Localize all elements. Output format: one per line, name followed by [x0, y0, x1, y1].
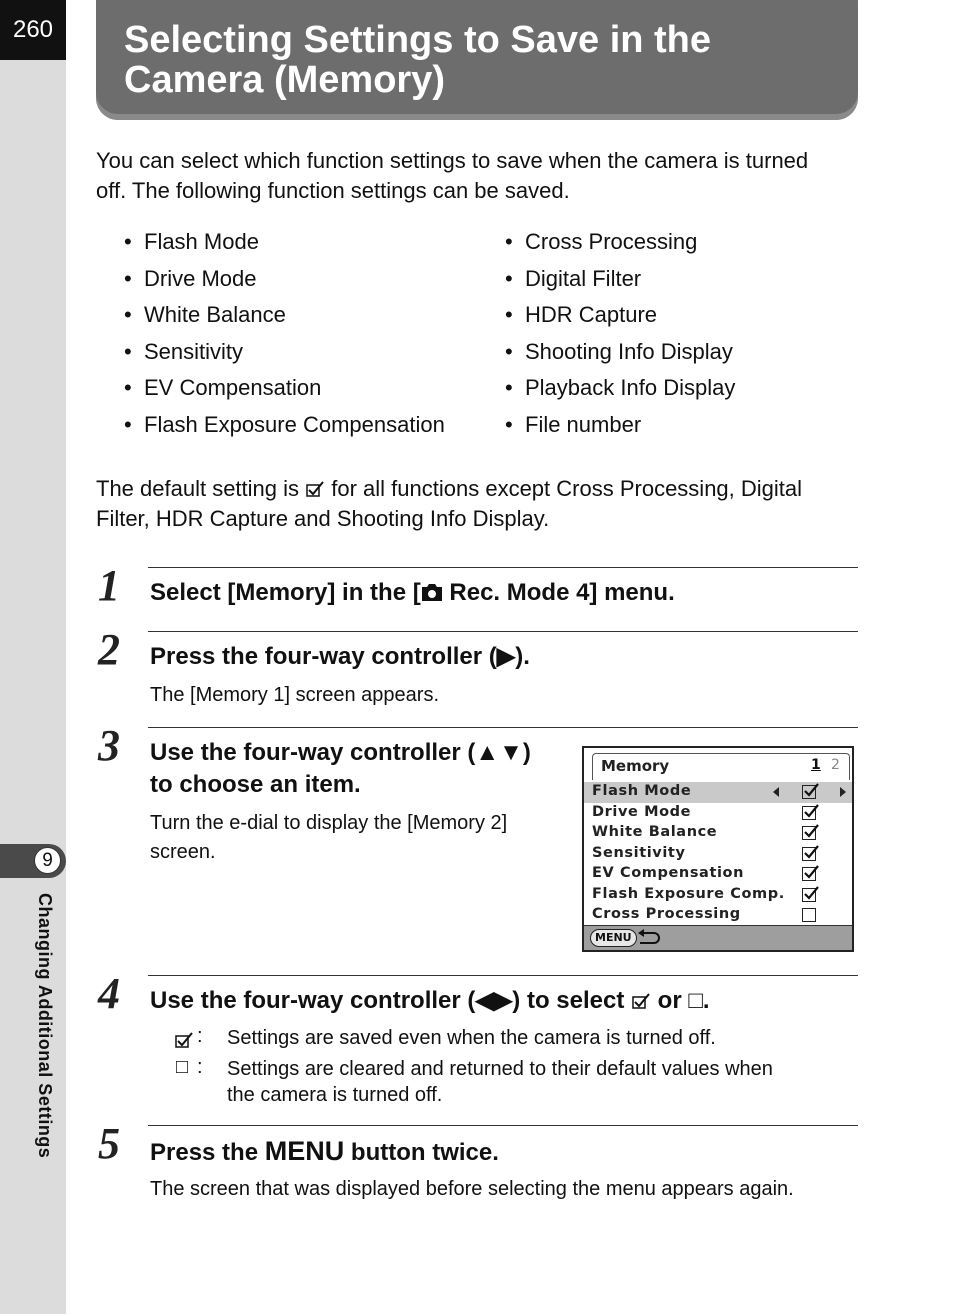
step-5-title [150, 1135, 499, 1169]
step-1-title-a: Select [Memory] in the [ [150, 579, 421, 606]
list-item: • Flash Mode [124, 224, 445, 261]
screen-row-label: Flash Mode [592, 783, 692, 799]
checkbox-checked-icon[interactable] [802, 826, 816, 840]
screen-row-label: White Balance [592, 824, 718, 840]
chapter-number: 9 [34, 847, 61, 874]
divider [148, 631, 858, 632]
list-item: • Playback Info Display [505, 370, 735, 407]
list-item: • Drive Mode [124, 261, 445, 298]
screen-row[interactable] [584, 905, 852, 926]
checkbox-checked-icon [305, 480, 325, 498]
left-arrow-icon [773, 787, 779, 797]
checkbox-checked-icon[interactable] [802, 785, 816, 799]
checkbox-checked-icon[interactable] [802, 806, 816, 820]
step-3-body-line-2: screen. [150, 841, 216, 863]
step-number-2: 2 [98, 625, 120, 674]
screen-row-selected[interactable] [584, 782, 852, 803]
legend-unchecked-text [227, 1056, 857, 1108]
step-3-title [150, 737, 531, 801]
legend-checked-text: Settings are saved even when the camera is turned off. [227, 1027, 716, 1049]
camera-memory-screen [582, 746, 854, 952]
screen-row-label: EV Compensation [592, 865, 745, 881]
divider [148, 727, 858, 728]
function-list-left [124, 224, 445, 444]
screen-row-label: Cross Processing [592, 906, 741, 922]
screen-row-label: Flash Exposure Comp. [592, 885, 785, 902]
checkbox-checked-icon [631, 992, 651, 1010]
screen-row[interactable] [584, 885, 852, 906]
step-1-title [150, 577, 675, 609]
checkbox-checked-icon[interactable] [802, 888, 816, 902]
screen-row[interactable] [584, 803, 852, 824]
screen-row[interactable] [584, 823, 852, 844]
default-note-line-2: Filter, HDR Capture and Shooting Info Display. [96, 506, 550, 531]
screen-page-1: 1 [811, 757, 821, 773]
legend-colon: : [197, 1025, 203, 1047]
intro-paragraph [96, 146, 866, 206]
step-4-title [150, 985, 710, 1017]
list-item: • Flash Exposure Compensation [124, 407, 445, 444]
legend-unchecked-symbol: □ [176, 1056, 189, 1078]
divider [148, 1125, 858, 1126]
camera-icon [421, 582, 443, 602]
screen-footer [584, 925, 852, 950]
screen-row-label: Drive Mode [592, 803, 692, 820]
step-3-body [150, 809, 507, 867]
step-5-title-a: Press the [150, 1139, 259, 1166]
step-3-title-line-2: to choose an item. [150, 771, 361, 798]
intro-line-2: off. The following function settings can be saved. [96, 178, 570, 203]
step-2-title: Press the four-way controller (▶). [150, 643, 530, 670]
screen-row-label: Sensitivity [592, 844, 686, 861]
legend-colon: : [197, 1056, 203, 1078]
default-note-before: The default setting is [96, 476, 300, 501]
screen-rows [584, 782, 852, 926]
list-item: • White Balance [124, 297, 445, 334]
list-item: • HDR Capture [505, 297, 735, 334]
legend-unchecked-line-1: Settings are cleared and returned to their default values when [227, 1058, 773, 1080]
list-item: • Digital Filter [505, 261, 735, 298]
checkbox-checked-icon[interactable] [802, 867, 816, 881]
legend-unchecked-line-2: the camera is turned off. [227, 1084, 443, 1106]
page-title [124, 20, 844, 100]
list-item: • Sensitivity [124, 334, 445, 371]
checkbox-checked-icon[interactable] [802, 847, 816, 861]
default-note-after: for all functions except Cross Processing, Digital [331, 476, 803, 501]
step-1-title-b: Rec. Mode 4] menu. [442, 579, 675, 606]
screen-row[interactable] [584, 844, 852, 865]
step-number-5: 5 [98, 1119, 120, 1168]
list-item: • Cross Processing [505, 224, 735, 261]
list-item: • Shooting Info Display [505, 334, 735, 371]
divider [148, 975, 858, 976]
sidebar [0, 0, 66, 1314]
step-5-body: The screen that was displayed before selecting the menu appears again. [150, 1178, 794, 1200]
divider [148, 567, 858, 568]
chapter-label: Changing Additional Settings [35, 893, 55, 1159]
menu-button-label: MENU [264, 1136, 345, 1166]
checkbox-checked-icon [174, 1031, 194, 1049]
list-item: • EV Compensation [124, 370, 445, 407]
back-arrow-icon [636, 928, 662, 946]
step-2-body: The [Memory 1] screen appears. [150, 684, 440, 706]
screen-row[interactable] [584, 864, 852, 885]
step-5-title-b: button twice. [350, 1139, 499, 1166]
screen-title-tab [592, 753, 850, 780]
menu-button-icon: MENU [590, 929, 637, 947]
list-item: • File number [505, 407, 735, 444]
step-number-3: 3 [98, 721, 120, 770]
title-line-1: Selecting Settings to Save in the [124, 19, 712, 61]
function-list-right [505, 224, 735, 444]
step-number-4: 4 [98, 969, 120, 1018]
screen-page-2: 2 [831, 757, 840, 773]
right-arrow-icon [840, 787, 846, 797]
step-4-title-a: Use the four-way controller (◀▶) to select [150, 987, 625, 1014]
step-number-1: 1 [98, 561, 120, 610]
page-number: 260 [0, 0, 66, 60]
default-note [96, 474, 866, 534]
intro-line-1: You can select which function settings to save when the camera is turned [96, 148, 809, 173]
step-3-title-line-1: Use the four-way controller (▲▼) [150, 739, 531, 766]
title-line-2: Camera (Memory) [124, 59, 445, 101]
step-3-body-line-1: Turn the e-dial to display the [Memory 2] [150, 812, 508, 834]
screen-title: Memory [601, 757, 670, 775]
checkbox-unchecked-icon[interactable] [802, 908, 816, 922]
step-4-title-b: or □. [657, 987, 710, 1014]
